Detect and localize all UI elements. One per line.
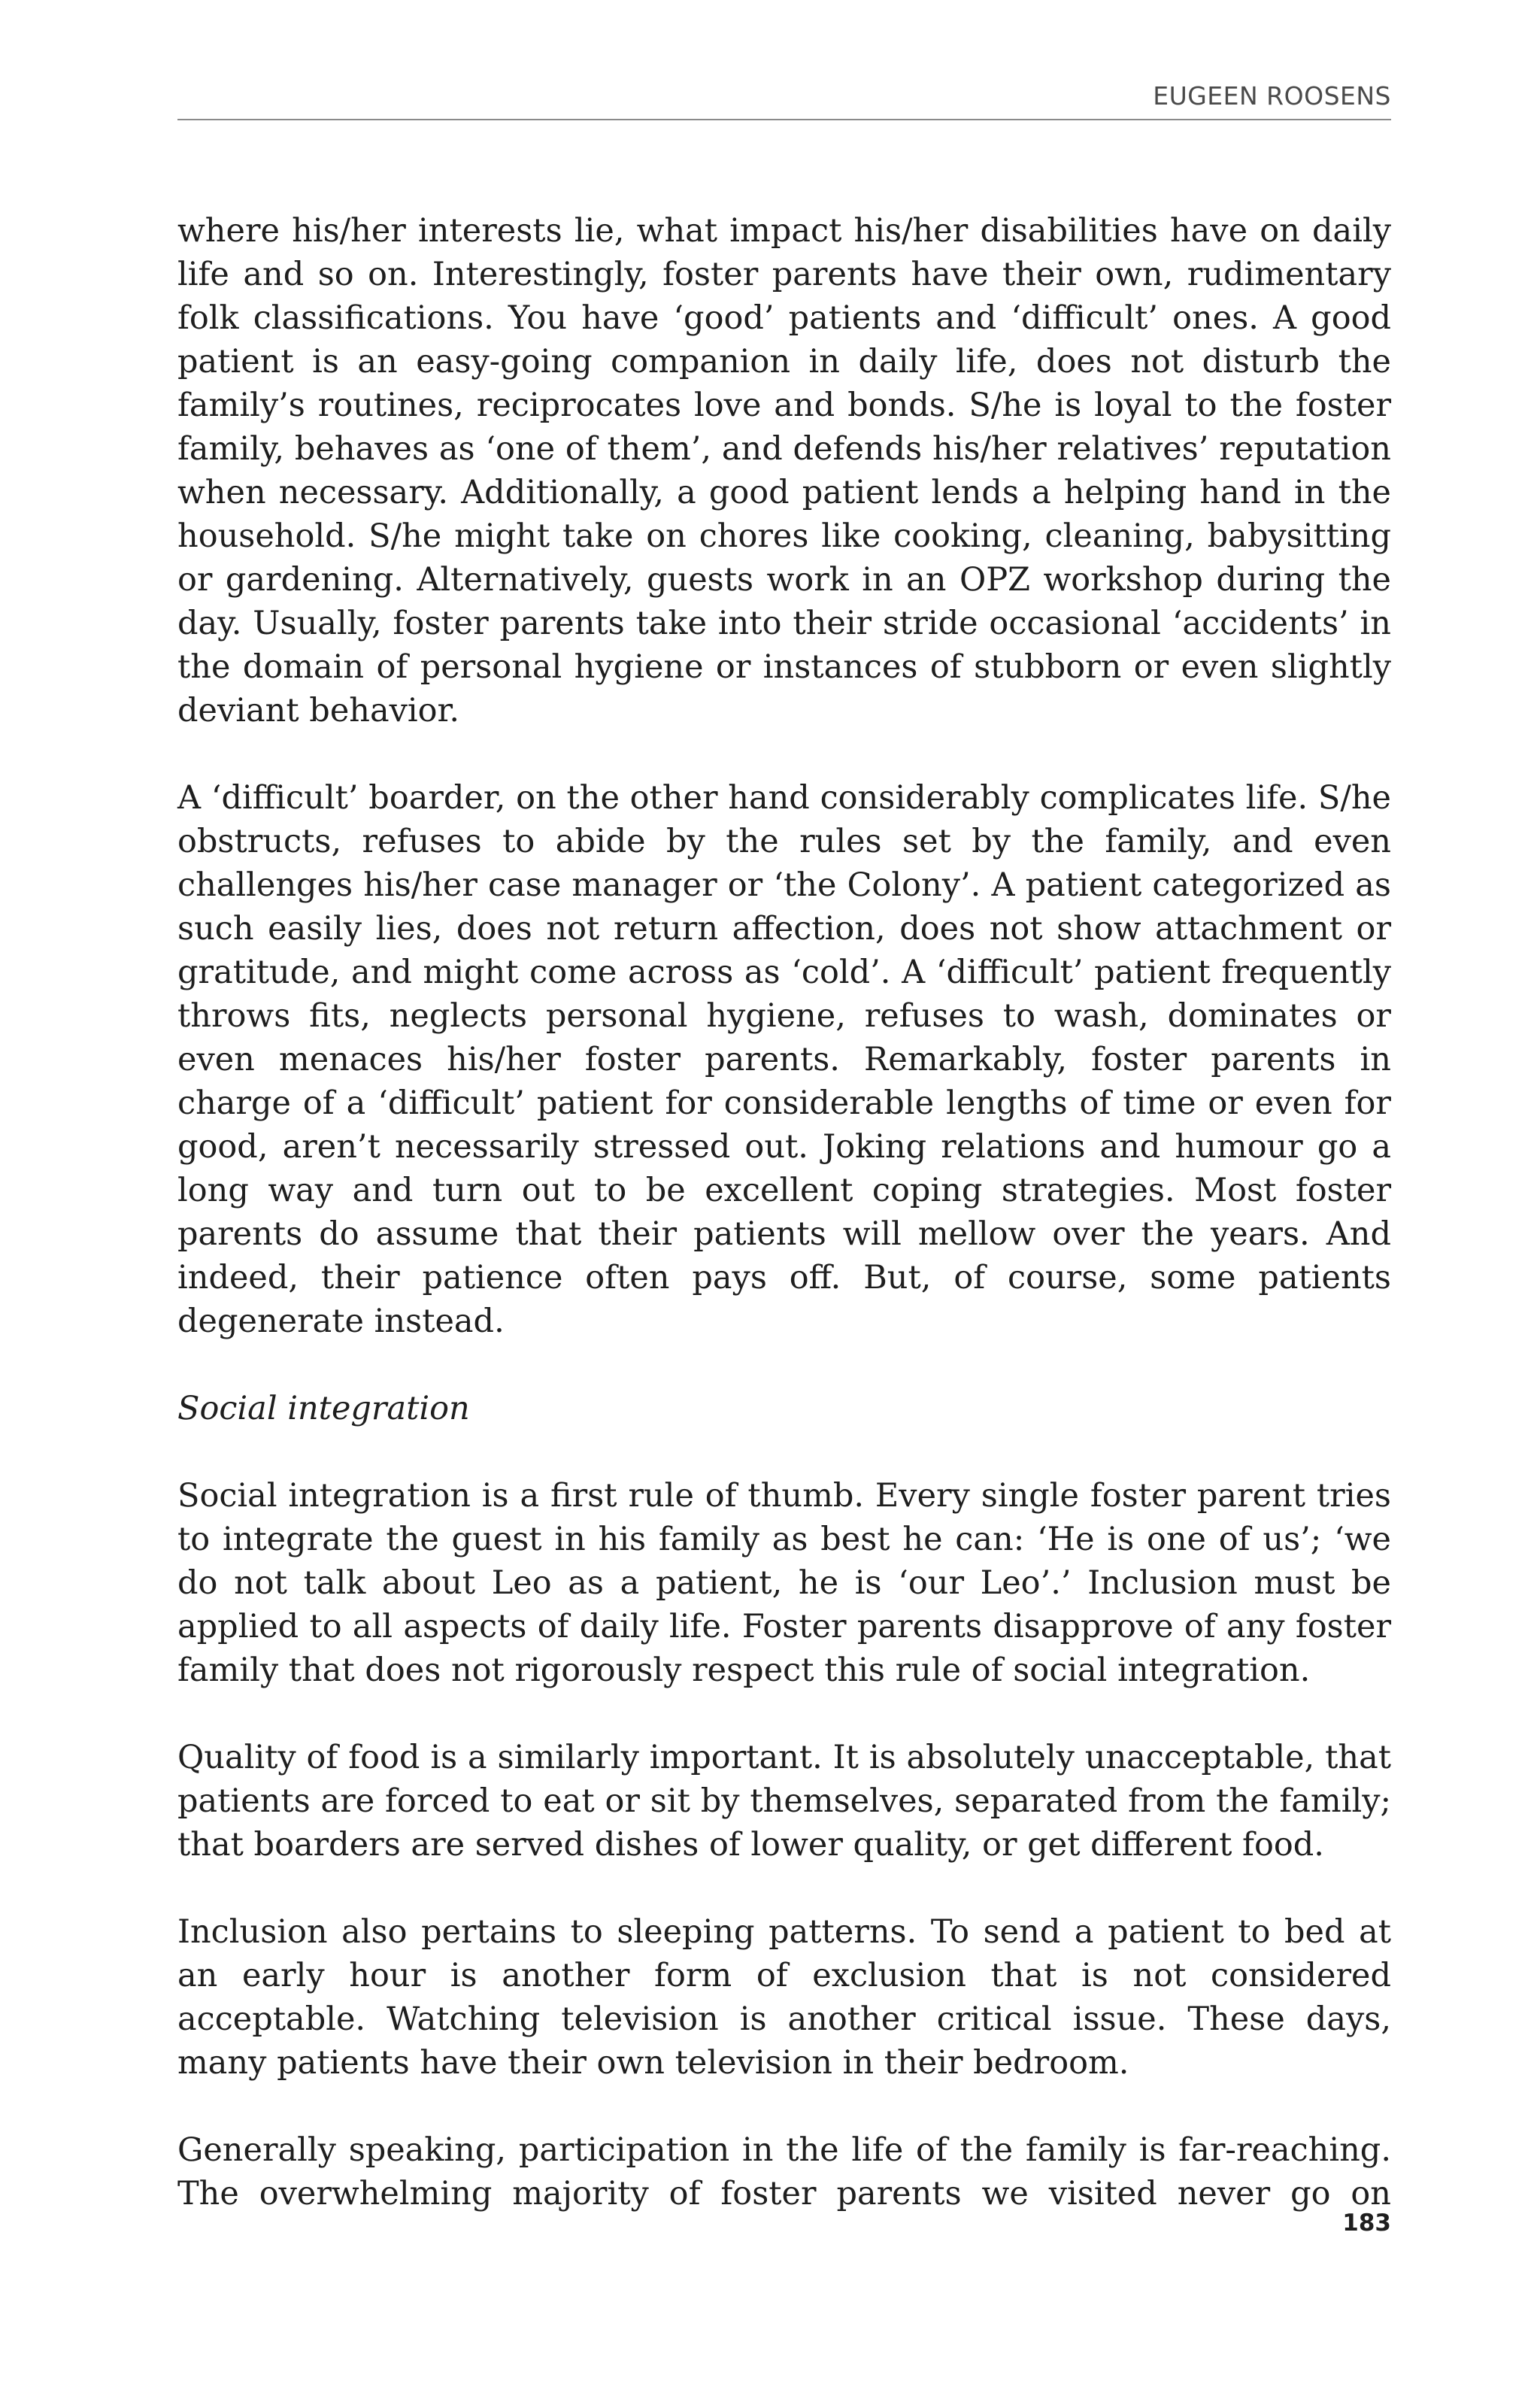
paragraph-folk-classifications: where his/her interests lie, what impact his/her disabilities have on daily life and so on. Interestingly, foster parents have their own, rudimentary folk classifications. You have ‘good’ patients and ‘difficult’ ones. A good patient is an easy-going companion in daily life, does not disturb the family’s routines, reciprocates love and bonds. S/he is loyal to the foster family, behaves as ‘one of them’, and defends his/her relatives’ reputation when necessary. Additionally, a good patient lends a helping hand in the household. S/he might take on chores like cooking, cleaning, babysitting or gardening. Alternatively, guests work in an OPZ workshop during the day. Usually, foster parents take into their stride occasional ‘accidents’ in the domain of personal hygiene or instances of stubborn or even slightly deviant behavior. <box>177 212 1391 729</box>
body-text <box>177 209 1391 2259</box>
page-number: 183 <box>1342 2210 1391 2237</box>
paragraph-sleeping-patterns: Inclusion also pertains to sleeping patterns. To send a patient to bed at an early hour is another form of exclusion that is not considered acceptable. Watching television is another critical issue. These days, many patients have their own television in their bedroom. <box>177 1913 1391 2082</box>
paragraph-social-integration: Social integration is a first rule of thumb. Every single foster parent tries to integrate the guest in his family as best he can: ‘He is one of us’; ‘we do not talk about Leo as a patient, he is ‘our Leo’.’ Inclusion must be applied to all aspects of daily life. Foster parents disapprove of any foster family that does not rigorously respect this rule of social integration. <box>177 1477 1391 1689</box>
paragraph-quality-of-food: Quality of food is a similarly important. It is absolutely unacceptable, that patients are forced to eat or sit by themselves, separated from the family; that boarders are served dishes of lower quality, or get different food. <box>177 1739 1391 1864</box>
paragraph-difficult-boarder: A ‘difficult’ boarder, on the other hand considerably complicates life. S/he obstructs, refuses to abide by the rules set by the family, and even challenges his/her case manager or ‘the Colony’. A patient categorized as such easily lies, does not return affection, does not show attachment or gratitude, and might come across as ‘cold’. A ‘difficult’ patient frequently throws fits, neglects personal hygiene, refuses to wash, dominates or even menaces his/her foster parents. Remarkably, foster parents in charge of a ‘difficult’ patient for considerable lengths of time or even for good, aren’t necessarily stressed out. Joking relations and humour go a long way and turn out to be excellent coping strategies. Most foster parents do assume that their patients will mellow over the years. And indeed, their patience often pays off. But, of course, some patients degenerate instead. <box>177 779 1391 1340</box>
header-rule <box>177 119 1391 120</box>
paragraph-participation: Generally speaking, participation in the life of the family is far-reaching. The overwhelming majority of foster parents we visited never go on <box>177 2131 1391 2213</box>
running-header: EUGEEN ROOSENS <box>1153 81 1391 111</box>
section-subheading: Social integration <box>177 1390 470 1427</box>
